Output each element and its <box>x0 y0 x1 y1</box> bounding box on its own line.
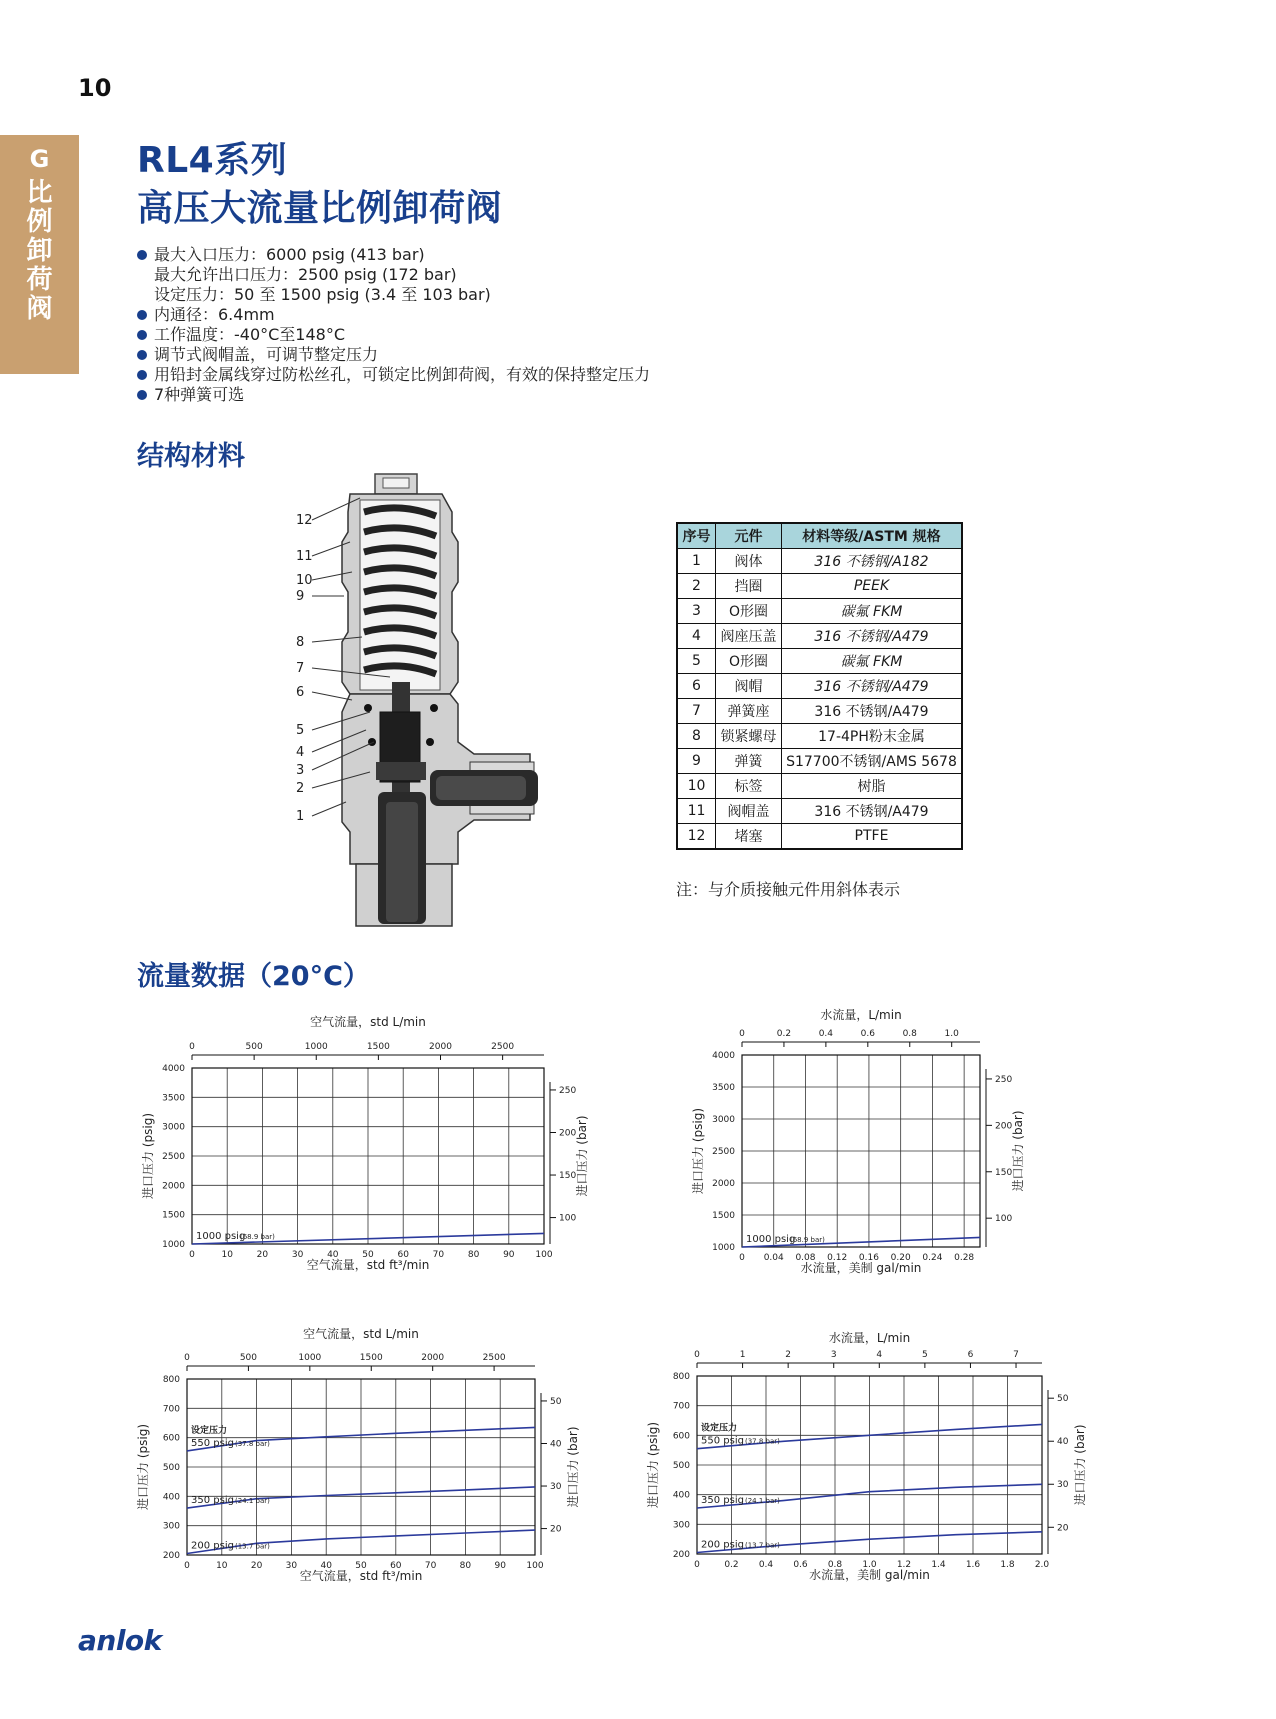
callout-number: 8 <box>296 635 305 650</box>
feature-item: 用铅封金属线穿过防松丝孔，可锁定比例卸荷阀，有效的保持整定压力 <box>137 365 737 385</box>
y-axis-title: 进口压力 (psig) <box>136 1424 150 1510</box>
x-axis-tick-label: 1.8 <box>1000 1560 1015 1570</box>
cell-material: 树脂 <box>782 774 963 799</box>
cell-part: 挡圈 <box>716 574 782 599</box>
top-axis-tick-label: 0.8 <box>902 1029 917 1039</box>
right-axis-tick-label: 20 <box>550 1524 562 1535</box>
cell-material: 316 不锈钢/A479 <box>782 674 963 699</box>
top-axis-tick-label: 2500 <box>491 1042 515 1052</box>
right-axis-tick-label: 200 <box>995 1121 1013 1132</box>
y-axis-title: 进口压力 (psig) <box>141 1113 155 1199</box>
top-axis-title: 水流量，L/min <box>828 1331 911 1345</box>
cell-number: 12 <box>677 824 716 850</box>
y-axis-tick-label: 500 <box>162 1463 180 1473</box>
top-axis-tick-label: 500 <box>239 1353 258 1363</box>
x-axis-tick-label: 70 <box>432 1250 445 1260</box>
y-axis-tick-label: 200 <box>672 1550 690 1560</box>
y-axis-tick-label: 600 <box>672 1431 690 1442</box>
series-label-psig: 1000 psig <box>196 1231 246 1242</box>
table-row <box>677 649 962 674</box>
side-chapter-tab <box>0 135 79 374</box>
bullet-icon <box>137 370 147 380</box>
y-axis-tick-label: 1500 <box>162 1210 185 1221</box>
table-body <box>677 549 962 850</box>
top-axis-tick-label: 3 <box>830 1350 837 1360</box>
y-axis-tick-label: 3000 <box>712 1115 735 1125</box>
cell-part: 标签 <box>716 774 782 799</box>
chart-water-flow-high-pressure <box>690 1003 1160 1317</box>
y-axis-tick-label: 300 <box>672 1520 690 1531</box>
brand-logo: anlok <box>78 1624 162 1657</box>
series-label-bar: (37.8 bar) <box>745 1437 780 1446</box>
top-axis-tick-label: 2000 <box>421 1353 445 1363</box>
y-axis-title: 进口压力 (psig) <box>646 1422 660 1508</box>
set-pressure-label: 设定压力 <box>701 1423 738 1434</box>
x-axis-tick-label: 80 <box>459 1561 472 1571</box>
x-axis-tick-label: 0.24 <box>922 1253 943 1263</box>
x-axis-tick-label: 50 <box>355 1561 367 1571</box>
x-axis-tick-label: 0.4 <box>758 1560 774 1570</box>
x-axis-tick-label: 30 <box>285 1561 298 1571</box>
right-axis-title: 进口压力 (bar) <box>1011 1110 1025 1192</box>
cell-material: 碳氟 FKM <box>782 599 963 624</box>
cell-number: 9 <box>677 749 716 774</box>
chapter-char: 卸 <box>26 236 53 266</box>
series-label-bar: (37.8 bar) <box>235 1439 270 1448</box>
column-header: 序号 <box>677 523 716 549</box>
y-axis-tick-label: 3000 <box>162 1122 185 1133</box>
cell-number: 6 <box>677 674 716 699</box>
feature-list <box>137 245 737 405</box>
x-axis-title: 空气流量，std ft³/min <box>306 1258 430 1272</box>
chart-air-flow-high-pressure <box>140 1010 650 1315</box>
right-axis-tick-label: 30 <box>550 1482 562 1493</box>
table-row <box>677 799 962 824</box>
right-axis-tick-label: 150 <box>995 1167 1013 1178</box>
right-axis-tick-label: 100 <box>995 1214 1013 1225</box>
series-label-psig: 200 psig <box>191 1540 234 1552</box>
table-row <box>677 549 962 574</box>
cell-material: 碳氟 FKM <box>782 649 963 674</box>
product-title-name: 高压大流量比例卸荷阀 <box>137 188 503 229</box>
feature-item: 设定压力：50 至 1500 psig (3.4 至 103 bar) <box>154 285 491 304</box>
callout-number: 6 <box>296 685 305 700</box>
x-axis-tick-label: 90 <box>503 1250 515 1260</box>
cell-number: 2 <box>677 574 716 599</box>
top-axis-tick-label: 2 <box>785 1350 792 1360</box>
top-axis-title: 水流量，L/min <box>820 1008 902 1022</box>
x-axis-tick-label: 0.08 <box>795 1253 816 1263</box>
materials-table <box>676 522 963 850</box>
right-axis-title: 进口压力 (bar) <box>1073 1424 1087 1506</box>
top-axis-tick-label: 0 <box>739 1029 745 1039</box>
table-footnote: 注：与介质接触元件用斜体表示 <box>676 880 901 899</box>
cell-material: S17700不锈钢/AMS 5678 <box>782 749 963 774</box>
series-label-bar: (68.9 bar) <box>240 1233 275 1241</box>
cell-part: 阀帽 <box>716 674 782 699</box>
right-axis-tick-label: 20 <box>1057 1523 1069 1534</box>
feature-item: 工作温度：-40°C至148°C <box>137 325 737 345</box>
callout-number: 4 <box>296 745 305 760</box>
callout-number: 10 <box>296 573 313 588</box>
x-axis-title: 水流量，美制 gal/min <box>809 1568 930 1582</box>
x-axis-tick-label: 40 <box>320 1561 332 1571</box>
top-axis-title: 空气流量，std L/min <box>310 1015 426 1029</box>
table-row <box>677 599 962 624</box>
x-axis-tick-label: 50 <box>362 1250 374 1260</box>
y-axis-tick-label: 2500 <box>712 1147 735 1157</box>
top-axis-title: 空气流量，std L/min <box>303 1327 419 1341</box>
x-axis-tick-label: 1.2 <box>896 1560 912 1570</box>
y-axis-tick-label: 1000 <box>162 1240 185 1250</box>
right-axis-tick-label: 200 <box>559 1128 577 1139</box>
y-axis-tick-label: 200 <box>162 1551 180 1561</box>
page-number: 10 <box>78 74 112 102</box>
y-axis-tick-label: 3500 <box>162 1093 185 1104</box>
right-axis-tick-label: 150 <box>559 1171 577 1182</box>
cell-part: 阀帽盖 <box>716 799 782 824</box>
x-axis-tick-label: 1.0 <box>862 1560 877 1570</box>
x-axis-title: 水流量，美制 gal/min <box>800 1261 922 1275</box>
chart-water-flow-low-pressure <box>646 1326 1170 1628</box>
cell-number: 5 <box>677 649 716 674</box>
chapter-label <box>0 179 79 324</box>
cell-number: 8 <box>677 724 716 749</box>
x-axis-tick-label: 0.16 <box>858 1253 879 1263</box>
cell-part: 弹簧座 <box>716 699 782 724</box>
top-axis-tick-label: 0.4 <box>818 1029 834 1039</box>
series-label-psig: 350 psig <box>191 1495 234 1507</box>
y-axis-tick-label: 1500 <box>712 1211 735 1221</box>
cell-number: 4 <box>677 624 716 649</box>
x-axis-tick-label: 0.8 <box>827 1560 843 1570</box>
x-axis-tick-label: 0 <box>694 1560 700 1570</box>
series-label-bar: (68.9 bar) <box>790 1236 825 1244</box>
x-axis-tick-label: 1.4 <box>931 1560 946 1570</box>
chapter-char: 荷 <box>26 265 53 295</box>
cell-material: 17-4PH粉末金属 <box>782 724 963 749</box>
x-axis-tick-label: 30 <box>291 1250 304 1260</box>
cell-part: O形圈 <box>716 599 782 624</box>
x-axis-tick-label: 2.0 <box>1034 1560 1050 1570</box>
cell-number: 1 <box>677 549 716 574</box>
chapter-char: 比 <box>26 178 53 208</box>
y-axis-tick-label: 1000 <box>712 1243 735 1253</box>
series-label-bar: (13.7 bar) <box>745 1541 780 1550</box>
callout-number: 9 <box>296 589 305 604</box>
right-axis-tick-label: 100 <box>559 1213 577 1224</box>
valve-body-illustration <box>342 474 538 926</box>
series-label-psig: 550 psig <box>701 1435 744 1447</box>
x-axis-tick-label: 0.12 <box>827 1253 848 1263</box>
cell-part: 阀座压盖 <box>716 624 782 649</box>
top-axis-tick-label: 1000 <box>304 1042 328 1052</box>
x-axis-tick-label: 0 <box>189 1250 195 1260</box>
y-axis-tick-label: 4000 <box>712 1051 735 1061</box>
cell-material: PEEK <box>782 574 963 599</box>
right-axis-tick-label: 250 <box>559 1085 577 1096</box>
right-axis-tick-label: 50 <box>550 1396 562 1407</box>
table-row <box>677 724 962 749</box>
x-axis-tick-label: 40 <box>327 1250 339 1260</box>
y-axis-tick-label: 4000 <box>162 1064 185 1074</box>
right-axis-tick-label: 50 <box>1057 1394 1069 1405</box>
bullet-icon <box>137 330 147 340</box>
top-axis-tick-label: 0.6 <box>860 1029 875 1039</box>
callout-number: 2 <box>296 781 305 796</box>
cell-material: 316 不锈钢/A479 <box>782 624 963 649</box>
x-axis-tick-label: 0.20 <box>890 1253 911 1263</box>
feature-item: 最大允许出口压力：2500 psig (172 bar) <box>154 265 457 284</box>
top-axis-tick-label: 2500 <box>482 1353 506 1363</box>
chapter-char: 例 <box>26 207 53 237</box>
cell-number: 10 <box>677 774 716 799</box>
table-row <box>677 774 962 799</box>
table-row <box>677 749 962 774</box>
x-axis-tick-label: 10 <box>216 1561 228 1571</box>
top-axis-tick-label: 6 <box>967 1350 974 1360</box>
y-axis-tick-label: 400 <box>162 1492 180 1503</box>
right-axis-title: 进口压力 (bar) <box>566 1426 580 1508</box>
x-axis-tick-label: 60 <box>390 1561 402 1571</box>
table-row <box>677 824 962 850</box>
right-axis-tick-label: 40 <box>550 1439 562 1450</box>
top-axis-tick-label: 1.0 <box>944 1029 959 1039</box>
y-axis-tick-label: 3500 <box>712 1083 735 1093</box>
right-axis-tick-label: 250 <box>995 1074 1013 1085</box>
x-axis-tick-label: 100 <box>535 1250 553 1260</box>
x-axis-tick-label: 20 <box>256 1250 269 1260</box>
set-pressure-label: 设定压力 <box>191 1425 228 1436</box>
x-axis-tick-label: 0.28 <box>954 1253 975 1263</box>
bullet-icon <box>137 350 147 360</box>
table-row <box>677 699 962 724</box>
product-title-series: RL4系列 <box>137 140 288 181</box>
top-axis-tick-label: 1000 <box>298 1353 322 1363</box>
y-axis-tick-label: 800 <box>162 1375 180 1385</box>
chart-air-flow-low-pressure <box>136 1322 650 1622</box>
top-axis-tick-label: 7 <box>1013 1350 1019 1360</box>
series-label-psig: 200 psig <box>701 1539 744 1551</box>
y-axis-title: 进口压力 (psig) <box>691 1108 705 1194</box>
y-axis-tick-label: 800 <box>672 1372 690 1382</box>
y-axis-tick-label: 700 <box>672 1401 690 1412</box>
x-axis-title: 空气流量，std ft³/min <box>299 1569 423 1583</box>
y-axis-tick-label: 600 <box>162 1433 180 1444</box>
callout-number: 12 <box>296 513 313 528</box>
top-axis-tick-label: 0 <box>694 1350 700 1360</box>
right-axis-tick-label: 30 <box>1057 1480 1069 1491</box>
x-axis-tick-label: 80 <box>467 1250 480 1260</box>
cell-number: 3 <box>677 599 716 624</box>
y-axis-tick-label: 500 <box>672 1461 690 1471</box>
x-axis-tick-label: 0.6 <box>793 1560 808 1570</box>
table-row <box>677 574 962 599</box>
cell-material: 316 不锈钢/A182 <box>782 549 963 574</box>
feature-item: 内通径：6.4mm <box>137 305 737 325</box>
x-axis-tick-label: 70 <box>424 1561 437 1571</box>
y-axis-tick-label: 2500 <box>162 1152 185 1162</box>
x-axis-tick-label: 100 <box>526 1561 544 1571</box>
callout-number: 1 <box>296 809 305 824</box>
x-axis-tick-label: 10 <box>221 1250 233 1260</box>
table-row <box>677 674 962 699</box>
y-axis-tick-label: 2000 <box>162 1181 185 1192</box>
table-header-row <box>677 523 962 549</box>
table-row <box>677 624 962 649</box>
top-axis-tick-label: 500 <box>245 1042 263 1052</box>
cell-number: 7 <box>677 699 716 724</box>
chapter-char: 阀 <box>26 294 53 324</box>
cell-part: 弹簧 <box>716 749 782 774</box>
x-axis-tick-label: 0 <box>184 1561 190 1571</box>
right-axis-title: 进口压力 (bar) <box>575 1115 589 1197</box>
feature-item: 调节式阀帽盖，可调节整定压力 <box>137 345 737 365</box>
bullet-icon <box>137 250 147 260</box>
top-axis-tick-label: 2000 <box>429 1042 452 1052</box>
x-axis-tick-label: 0 <box>739 1253 745 1263</box>
cell-part: 锁紧螺母 <box>716 724 782 749</box>
top-axis-tick-label: 1 <box>739 1350 746 1360</box>
series-label-bar: (24.1 bar) <box>745 1497 780 1506</box>
y-axis-tick-label: 300 <box>162 1521 180 1532</box>
feature-item: 7种弹簧可选 <box>137 385 737 405</box>
y-axis-tick-label: 700 <box>162 1404 180 1415</box>
chapter-letter: G <box>29 145 50 173</box>
top-axis-tick-label: 1500 <box>366 1042 390 1052</box>
x-axis-tick-label: 0.04 <box>763 1253 784 1263</box>
series-label-bar: (24.1 bar) <box>235 1497 270 1506</box>
cell-material: 316 不锈钢/A479 <box>782 799 963 824</box>
cell-part: 堵塞 <box>716 824 782 850</box>
cell-material: 316 不锈钢/A479 <box>782 699 963 724</box>
x-axis-tick-label: 90 <box>494 1561 506 1571</box>
top-axis-tick-label: 0 <box>184 1353 190 1363</box>
cell-number: 11 <box>677 799 716 824</box>
callout-number: 11 <box>296 549 313 564</box>
callout-number: 5 <box>296 723 305 738</box>
callout-number: 3 <box>296 763 305 778</box>
top-axis-tick-label: 0 <box>189 1042 195 1052</box>
y-axis-tick-label: 2000 <box>712 1179 735 1189</box>
series-label-psig: 350 psig <box>701 1495 744 1507</box>
x-axis-tick-label: 60 <box>397 1250 409 1260</box>
column-header: 材料等级/ASTM 规格 <box>782 523 963 549</box>
y-axis-tick-label: 400 <box>672 1490 690 1501</box>
top-axis-tick-label: 4 <box>876 1350 883 1360</box>
x-axis-tick-label: 0.2 <box>724 1560 739 1570</box>
top-axis-tick-label: 1500 <box>359 1353 383 1363</box>
cell-material: PTFE <box>782 824 963 850</box>
x-axis-tick-label: 20 <box>250 1561 263 1571</box>
feature-item: 最大入口压力：6000 psig (413 bar) <box>137 245 737 265</box>
x-axis-tick-label: 1.6 <box>965 1560 981 1570</box>
series-label-psig: 1000 psig <box>746 1234 796 1245</box>
cell-part: 阀体 <box>716 549 782 574</box>
top-axis-tick-label: 0.2 <box>776 1029 792 1039</box>
top-axis-tick-label: 5 <box>922 1350 928 1360</box>
series-label-psig: 550 psig <box>191 1437 234 1449</box>
bullet-icon <box>137 310 147 320</box>
callout-number: 7 <box>296 661 305 676</box>
right-axis-tick-label: 40 <box>1057 1437 1069 1448</box>
section-heading-materials: 结构材料 <box>137 441 245 472</box>
series-label-bar: (13.7 bar) <box>235 1542 270 1551</box>
section-heading-flow-data: 流量数据（20°C） <box>137 961 370 992</box>
cell-part: O形圈 <box>716 649 782 674</box>
valve-cross-section-diagram <box>280 472 580 932</box>
bullet-icon <box>137 390 147 400</box>
column-header: 元件 <box>716 523 782 549</box>
